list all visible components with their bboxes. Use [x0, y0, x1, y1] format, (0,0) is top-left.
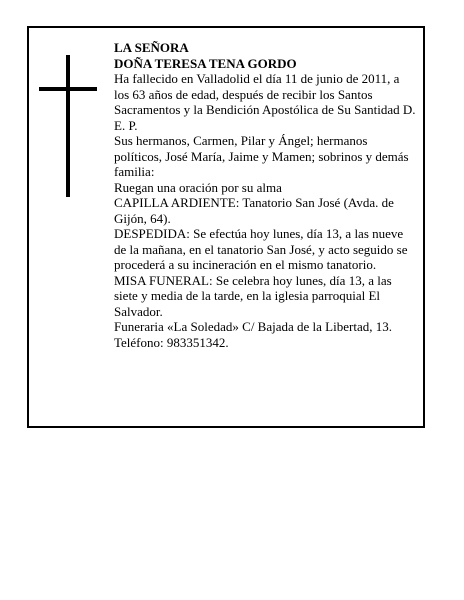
cross-vertical-bar	[66, 55, 70, 197]
cross-icon	[39, 55, 97, 197]
prayer-request: Ruegan una oración por su alma	[114, 179, 282, 195]
family-list: Sus hermanos, Carmen, Pilar y Ángel; hermanos políticos, José María, Jaime y Mamen; sobrinos y demás familia:	[114, 133, 409, 179]
obituary-text	[114, 40, 416, 350]
funeral-mass-info: MISA FUNERAL: Se celebra hoy lunes, día 13, a las siete y media de la tarde, en la iglesia parroquial El Salvador.	[114, 272, 392, 319]
notice-title: LA SEÑORA	[114, 40, 189, 55]
death-statement: Ha fallecido en Valladolid el día 11 de junio de 2011, a los 63 años de edad, después de recibir los Santos Sacramentos y la Bendición Apostólica de Su Santidad D. E. P.	[114, 71, 416, 133]
deceased-name: DOÑA TERESA TENA GORDO	[114, 55, 297, 71]
farewell-info: DESPEDIDA: Se efectúa hoy lunes, día 13, a las nueve de la mañana, en el tanatorio San José, y acto seguido se procederá a su incineración en el mismo tanatorio.	[114, 226, 408, 272]
chapel-info: CAPILLA ARDIENTE: Tanatorio San José (Avda. de Gijón, 64).	[114, 195, 394, 226]
cross-horizontal-bar	[39, 87, 97, 91]
funeral-home-info: Funeraria «La Soledad» C/ Bajada de la Libertad, 13. Teléfono: 983351342.	[114, 319, 392, 350]
